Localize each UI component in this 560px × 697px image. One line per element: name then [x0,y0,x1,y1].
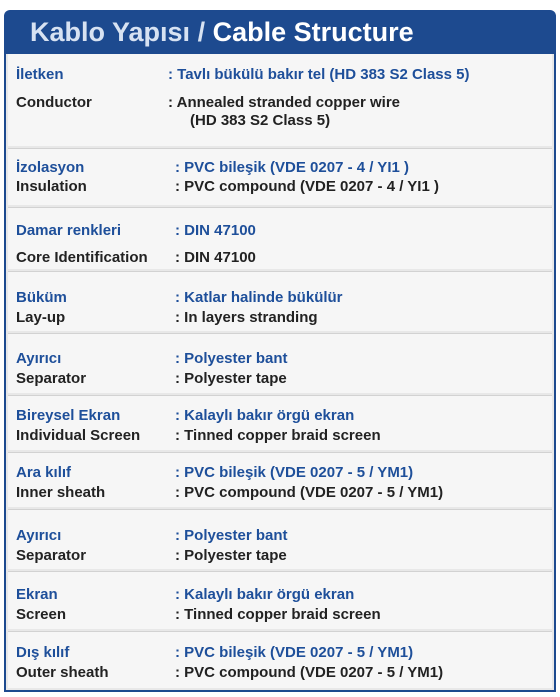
spec-label-tr: Ayırıcı [16,350,62,367]
spec-label-en: Inner sheath [16,484,106,501]
spec-row-core-identification [8,207,552,269]
spec-value-tr: : Tavlı bükülü bakır tel (HD 383 S2 Class 5) [168,66,470,83]
spec-label-tr: Bireysel Ekran [16,407,121,424]
spec-value-en: : Polyester tape [175,547,287,564]
spec-value-en: : PVC compound (VDE 0207 - 5 / YM1) [175,664,444,681]
spec-label-en: Separator [16,370,87,387]
spec-label-tr: Ayırıcı [16,527,62,544]
spec-value-tr: : DIN 47100 [175,222,256,239]
spec-label-tr: Damar renkleri [16,222,122,239]
spec-label-tr: İletken [16,66,64,83]
header-title-en: Cable Structure [212,16,414,47]
spec-value-tr: : Polyester bant [175,527,288,544]
spec-value-en: : Tinned copper braid screen [175,606,381,623]
spec-label-en: Core Identification [16,249,148,266]
spec-value-en: : Annealed stranded copper wire [168,94,400,111]
spec-label-tr: Ara kılıf [16,464,72,481]
spec-row-screen [8,571,552,629]
spec-value-tr: : Katlar halinde bükülür [175,289,343,306]
spec-row-insulation [8,148,552,205]
spec-label-en: Screen [16,606,67,623]
spec-value-en-continued: (HD 383 S2 Class 5) [190,112,331,129]
spec-label-tr: Ekran [16,586,58,603]
spec-label-tr: İzolasyon [16,159,85,176]
spec-label-en: Individual Screen [16,427,141,444]
spec-label-en: Separator [16,547,87,564]
spec-label-en: Lay-up [16,309,66,326]
spec-label-tr: Büküm [16,289,67,306]
spec-label-en: Insulation [16,178,87,195]
spec-row-individual-screen [8,395,552,450]
spec-value-en: : Polyester tape [175,370,287,387]
spec-value-en: : Tinned copper braid screen [175,427,381,444]
spec-value-en: : PVC compound (VDE 0207 - 4 / YI1 ) [175,178,439,195]
spec-value-tr: : Polyester bant [175,350,288,367]
spec-row-outer-sheath [8,631,552,688]
spec-table [4,54,556,692]
spec-value-tr: : PVC bileşik (VDE 0207 - 5 / YM1) [175,464,414,481]
spec-value-tr: : PVC bileşik (VDE 0207 - 4 / YI1 ) [175,159,409,176]
spec-row-lay-up [8,271,552,331]
spec-row-inner-sheath [8,452,552,507]
spec-value-tr: : Kalaylı bakır örgü ekran [175,586,355,603]
header-title-tr: Kablo Yapısı / [30,16,206,47]
spec-label-en: Outer sheath [16,664,109,681]
spec-value-tr: : PVC bileşik (VDE 0207 - 5 / YM1) [175,644,414,661]
spec-value-en: : PVC compound (VDE 0207 - 5 / YM1) [175,484,444,501]
spec-value-en: : DIN 47100 [175,249,256,266]
spec-value-en: : In layers stranding [175,309,318,326]
spec-label-tr: Dış kılıf [16,644,70,661]
spec-row-separator [8,333,552,393]
section-header [4,10,556,54]
spec-row-separator-2 [8,509,552,569]
spec-value-tr: : Kalaylı bakır örgü ekran [175,407,355,424]
spec-row-conductor [8,54,552,146]
spec-label-en: Conductor [16,94,92,111]
